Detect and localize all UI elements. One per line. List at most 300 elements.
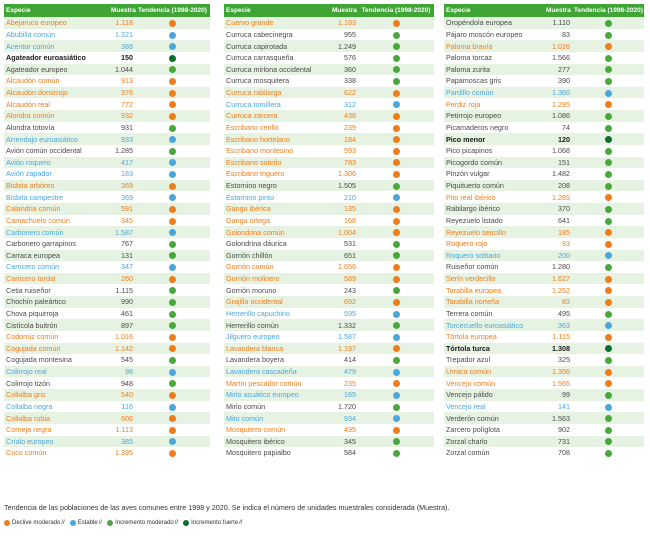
species-name: Grajilla occidental	[224, 296, 330, 308]
sample-count: 897	[109, 319, 135, 331]
sample-count: 622	[330, 87, 358, 99]
sample-count: 360	[330, 64, 358, 76]
sample-count: 168	[330, 215, 358, 227]
table-row	[444, 145, 644, 157]
species-name: Zorzal común	[444, 447, 544, 459]
table-row	[224, 412, 434, 424]
table-row	[224, 64, 434, 76]
table-row	[444, 122, 644, 134]
species-name: Rabilargo ibérico	[444, 203, 544, 215]
sample-count: 1.115	[109, 284, 135, 296]
sample-count: 589	[330, 273, 358, 285]
trend-cell	[572, 366, 644, 378]
table-row	[224, 284, 434, 296]
trend-cell	[358, 412, 434, 424]
species-name: Codorniz común	[4, 331, 109, 343]
trend-dot-icon	[393, 252, 400, 259]
sample-count: 595	[330, 308, 358, 320]
sample-count: 651	[330, 250, 358, 262]
table-row	[224, 261, 434, 273]
species-name: Lavandera boyera	[224, 354, 330, 366]
trend-dot-icon	[393, 20, 400, 27]
trend-dot-icon	[169, 171, 176, 178]
trend-cell	[135, 343, 210, 355]
trend-cell	[135, 389, 210, 401]
sample-count: 767	[109, 238, 135, 250]
sample-count: 414	[330, 354, 358, 366]
species-name: Abubilla común	[4, 29, 109, 41]
trend-cell	[358, 389, 434, 401]
trend-dot-icon	[393, 32, 400, 39]
trend-cell	[572, 168, 644, 180]
species-name: Herrerillo común	[224, 319, 330, 331]
table-row	[224, 17, 434, 29]
table-row	[224, 29, 434, 41]
table-row	[4, 250, 210, 262]
species-table-1	[4, 4, 210, 459]
trend-cell	[572, 87, 644, 99]
trend-dot-icon	[169, 32, 176, 39]
species-name: Avión roquero	[4, 157, 109, 169]
species-name: Escribano montesino	[224, 145, 330, 157]
species-name: Collalba gris	[4, 389, 109, 401]
sample-count: 708	[544, 447, 572, 459]
table-row	[224, 250, 434, 262]
sample-count: 1.252	[544, 284, 572, 296]
species-name: Paloma torcaz	[444, 52, 544, 64]
species-name: Escribano triguero	[224, 168, 330, 180]
sample-count: 1.587	[330, 331, 358, 343]
sample-count: 731	[544, 436, 572, 448]
table-row	[4, 17, 210, 29]
trend-dot-icon	[605, 148, 612, 155]
sample-count: 990	[109, 296, 135, 308]
species-name: Calandria común	[4, 203, 109, 215]
trend-cell	[358, 180, 434, 192]
sample-count: 210	[330, 191, 358, 203]
sample-count: 235	[330, 377, 358, 389]
trend-cell	[572, 308, 644, 320]
legend-label: Incremento moderado	[115, 520, 174, 526]
species-name: Lavandera cascadeña	[224, 366, 330, 378]
trend-cell	[135, 296, 210, 308]
trend-cell	[358, 331, 434, 343]
trend-dot-icon	[605, 276, 612, 283]
species-name: Cogujada común	[4, 343, 109, 355]
species-name: Paloma zurita	[444, 64, 544, 76]
trend-dot-icon	[393, 55, 400, 62]
legend-label: Incremento fuerte	[191, 520, 239, 526]
trend-dot-icon	[605, 252, 612, 259]
trend-cell	[135, 180, 210, 192]
table-row	[224, 203, 434, 215]
trend-cell	[572, 331, 644, 343]
table-row	[4, 331, 210, 343]
sample-count: 495	[330, 424, 358, 436]
table-row	[4, 389, 210, 401]
trend-dot-icon	[605, 183, 612, 190]
trend-dot-icon	[169, 218, 176, 225]
table-row	[444, 412, 644, 424]
trend-cell	[572, 180, 644, 192]
sample-count: 783	[330, 157, 358, 169]
trend-cell	[358, 308, 434, 320]
sample-count: 369	[109, 191, 135, 203]
trend-dot-icon	[605, 357, 612, 364]
species-name: Oropéndola europea	[444, 17, 544, 29]
table-row	[4, 29, 210, 41]
table-row	[4, 133, 210, 145]
species-name: Alcaudón real	[4, 98, 109, 110]
sample-count: 116	[109, 401, 135, 413]
legend-separator: //	[239, 520, 243, 526]
trend-dot-icon	[169, 299, 176, 306]
trend-cell	[358, 447, 434, 459]
legend-label: Estable	[77, 520, 98, 526]
table-row	[444, 354, 644, 366]
species-name: Escribano cerillo	[224, 122, 330, 134]
trend-dot-icon	[393, 345, 400, 352]
sample-count: 436	[330, 110, 358, 122]
table-row	[4, 296, 210, 308]
trend-dot-icon	[393, 171, 400, 178]
species-name: Pinzón vulgar	[444, 168, 544, 180]
trend-dot-icon	[605, 427, 612, 434]
species-name: Vencejo común	[444, 377, 544, 389]
species-name: Mirlo común	[224, 401, 330, 413]
table-row	[4, 98, 210, 110]
table-row	[224, 447, 434, 459]
legend-item	[70, 520, 105, 526]
sample-count: 1.627	[544, 273, 572, 285]
trend-cell	[135, 412, 210, 424]
species-name: Verderón común	[444, 412, 544, 424]
table-row	[224, 110, 434, 122]
trend-dot-icon	[605, 322, 612, 329]
trend-cell	[135, 215, 210, 227]
sample-count: 772	[109, 98, 135, 110]
species-name: Curruca mosquitera	[224, 75, 330, 87]
species-table-2	[224, 4, 434, 459]
trend-cell	[358, 40, 434, 52]
table-row	[224, 40, 434, 52]
table-row	[224, 157, 434, 169]
species-name: Reyezuelo sencillo	[444, 226, 544, 238]
sample-count: 417	[109, 157, 135, 169]
table-row	[444, 296, 644, 308]
species-name: Terrera común	[444, 308, 544, 320]
trend-dot-icon	[393, 206, 400, 213]
sample-count: 461	[109, 308, 135, 320]
table-row	[4, 226, 210, 238]
trend-cell	[135, 401, 210, 413]
legend-separator: //	[174, 520, 179, 526]
sample-count: 98	[109, 366, 135, 378]
sample-count: 1.068	[544, 145, 572, 157]
table-row	[224, 331, 434, 343]
trend-cell	[358, 191, 434, 203]
trend-dot-icon	[169, 113, 176, 120]
sample-count: 208	[544, 180, 572, 192]
species-name: Curruca zarcera	[224, 110, 330, 122]
table-row	[224, 145, 434, 157]
trend-dot-icon	[169, 357, 176, 364]
species-name: Tarabilla norteña	[444, 296, 544, 308]
species-name: Gorrión común	[224, 261, 330, 273]
table-row	[444, 203, 644, 215]
trend-cell	[572, 238, 644, 250]
trend-dot-icon	[169, 229, 176, 236]
trend-dot-icon	[393, 43, 400, 50]
trend-dot-icon	[605, 78, 612, 85]
sample-count: 545	[109, 354, 135, 366]
sample-count: 1.720	[330, 401, 358, 413]
species-name: Agateador euroasiático	[4, 52, 109, 64]
trend-cell	[358, 87, 434, 99]
species-name: Curruca tomillera	[224, 98, 330, 110]
header-sample: Muestra	[330, 4, 358, 17]
trend-dot-icon	[393, 322, 400, 329]
trend-dot-icon	[169, 90, 176, 97]
table-row	[444, 87, 644, 99]
sample-count: 1.044	[109, 64, 135, 76]
table-row	[224, 191, 434, 203]
species-name: Gorrión moruno	[224, 284, 330, 296]
trend-cell	[358, 319, 434, 331]
trend-cell	[358, 98, 434, 110]
trend-cell	[358, 17, 434, 29]
species-table-3	[444, 4, 644, 459]
trend-cell	[135, 133, 210, 145]
trend-cell	[572, 226, 644, 238]
trend-dot-icon	[169, 345, 176, 352]
sample-count: 902	[544, 424, 572, 436]
table-row	[224, 133, 434, 145]
trend-cell	[572, 273, 644, 285]
table-row	[4, 308, 210, 320]
sample-count: 135	[330, 203, 358, 215]
sample-count: 606	[109, 412, 135, 424]
sample-count: 141	[544, 401, 572, 413]
trend-legend	[4, 520, 247, 526]
trend-cell	[135, 203, 210, 215]
trend-dot-icon	[605, 369, 612, 376]
trend-dot-icon	[393, 241, 400, 248]
species-name: Pardillo común	[444, 87, 544, 99]
trend-cell	[135, 447, 210, 459]
trend-dot-icon	[169, 66, 176, 73]
sample-count: 932	[109, 110, 135, 122]
trend-cell	[135, 29, 210, 41]
trend-dot-icon	[393, 264, 400, 271]
sample-count: 1.332	[330, 319, 358, 331]
table-row	[444, 168, 644, 180]
table-row	[444, 40, 644, 52]
table-row	[444, 261, 644, 273]
sample-count: 74	[544, 122, 572, 134]
table-row	[224, 354, 434, 366]
sample-count: 93	[544, 238, 572, 250]
trend-cell	[572, 319, 644, 331]
sample-count: 531	[330, 238, 358, 250]
trend-dot-icon	[605, 66, 612, 73]
trend-dot-icon	[605, 55, 612, 62]
species-name: Herrerillo capuchino	[224, 308, 330, 320]
sample-count: 260	[109, 273, 135, 285]
table-row	[224, 343, 434, 355]
header-species: Especie	[444, 4, 544, 17]
sample-count: 1.183	[330, 17, 358, 29]
trend-cell	[358, 261, 434, 273]
sample-count: 385	[109, 436, 135, 448]
sample-count: 1.505	[330, 180, 358, 192]
trend-dot-icon	[605, 241, 612, 248]
trend-dot-icon	[169, 438, 176, 445]
trend-cell	[135, 17, 210, 29]
sample-count: 345	[109, 215, 135, 227]
table-row	[4, 447, 210, 459]
trend-dot-icon	[605, 125, 612, 132]
table-row	[4, 87, 210, 99]
species-name: Cogujada montesina	[4, 354, 109, 366]
trend-dot-icon	[605, 299, 612, 306]
legend-separator: //	[98, 520, 103, 526]
table-row	[444, 98, 644, 110]
species-name: Acentor común	[4, 40, 109, 52]
trend-dot-icon	[605, 287, 612, 294]
table-row	[224, 308, 434, 320]
table-row	[444, 436, 644, 448]
trend-dot-icon	[169, 252, 176, 259]
trend-cell	[135, 319, 210, 331]
sample-count: 479	[330, 366, 358, 378]
trend-cell	[135, 98, 210, 110]
trend-dot-icon	[393, 101, 400, 108]
species-name: Zorzal charlo	[444, 436, 544, 448]
table-row	[444, 215, 644, 227]
sample-count: 1.563	[544, 412, 572, 424]
table-caption: Tendencia de las poblaciones de las aves comunes entre 1998 y 2020. Se indica el número de unidades muestrales considerada (Muestra).	[4, 503, 450, 512]
table-row	[444, 110, 644, 122]
sample-count: 83	[544, 296, 572, 308]
sample-count: 99	[544, 389, 572, 401]
table-row	[224, 238, 434, 250]
species-name: Pito real ibérico	[444, 191, 544, 203]
trend-dot-icon	[169, 311, 176, 318]
trend-cell	[572, 296, 644, 308]
trend-cell	[135, 64, 210, 76]
sample-count: 933	[109, 133, 135, 145]
species-name: Pico picapinos	[444, 145, 544, 157]
table-row	[224, 436, 434, 448]
table-row	[444, 191, 644, 203]
table-row	[4, 273, 210, 285]
sample-count: 1.566	[544, 52, 572, 64]
species-name: Ganga ortega	[224, 215, 330, 227]
species-name: Curruca capirotada	[224, 40, 330, 52]
sample-count: 312	[330, 98, 358, 110]
table-row	[444, 401, 644, 413]
trend-dot-icon	[605, 159, 612, 166]
species-name: Chochín paleártico	[4, 296, 109, 308]
trend-dot-icon	[169, 136, 176, 143]
species-tables	[4, 4, 644, 498]
trend-dot-icon	[393, 113, 400, 120]
sample-count: 243	[330, 284, 358, 296]
trend-dot-icon	[169, 43, 176, 50]
species-name: Zarcero políglota	[444, 424, 544, 436]
table-row	[444, 157, 644, 169]
sample-count: 1.587	[109, 226, 135, 238]
table-row	[4, 52, 210, 64]
species-name: Ruiseñor común	[444, 261, 544, 273]
trend-dot-icon	[605, 206, 612, 213]
trend-cell	[572, 401, 644, 413]
table-row	[224, 122, 434, 134]
trend-dot-icon	[605, 194, 612, 201]
species-name: Collalba negra	[4, 401, 109, 413]
trend-dot-icon	[169, 55, 176, 62]
trend-cell	[572, 157, 644, 169]
sample-count: 1.280	[544, 261, 572, 273]
sample-count: 347	[109, 261, 135, 273]
table-row	[4, 436, 210, 448]
trend-cell	[358, 168, 434, 180]
trend-dot-icon	[169, 125, 176, 132]
table-row	[4, 145, 210, 157]
table-row	[444, 447, 644, 459]
header-trend: Tendencia (1998-2020)	[358, 4, 434, 17]
trend-cell	[135, 250, 210, 262]
species-name: Agateador europeo	[4, 64, 109, 76]
species-name: Curruca carrasqueña	[224, 52, 330, 64]
sample-count: 948	[109, 377, 135, 389]
sample-count: 183	[109, 168, 135, 180]
trend-dot-icon	[605, 264, 612, 271]
trend-dot-icon	[169, 78, 176, 85]
trend-dot-icon	[605, 90, 612, 97]
table-row	[444, 52, 644, 64]
trend-cell	[572, 145, 644, 157]
species-name: Serín verdecillo	[444, 273, 544, 285]
sample-count: 277	[544, 64, 572, 76]
trend-dot-icon	[605, 43, 612, 50]
species-name: Alondra totovía	[4, 122, 109, 134]
trend-dot-icon	[393, 427, 400, 434]
trend-dot-icon	[169, 206, 176, 213]
table-row	[224, 168, 434, 180]
sample-count: 1.604	[330, 226, 358, 238]
species-name: Reyezuelo listado	[444, 215, 544, 227]
trend-dot-icon	[393, 148, 400, 155]
trend-dot-icon	[169, 322, 176, 329]
trend-dot-icon	[393, 311, 400, 318]
table-row	[4, 366, 210, 378]
species-name: Abejaruco europeo	[4, 17, 109, 29]
species-name: Golondrina común	[224, 226, 330, 238]
sample-count: 1.306	[330, 168, 358, 180]
table-row	[224, 366, 434, 378]
legend-item	[4, 520, 68, 526]
table-row	[444, 75, 644, 87]
species-name: Lavandera blanca	[224, 343, 330, 355]
legend-item	[183, 520, 245, 526]
trend-dot-icon	[393, 194, 400, 201]
table-row	[224, 401, 434, 413]
trend-cell	[572, 122, 644, 134]
table-row	[444, 133, 644, 145]
table-row	[444, 343, 644, 355]
